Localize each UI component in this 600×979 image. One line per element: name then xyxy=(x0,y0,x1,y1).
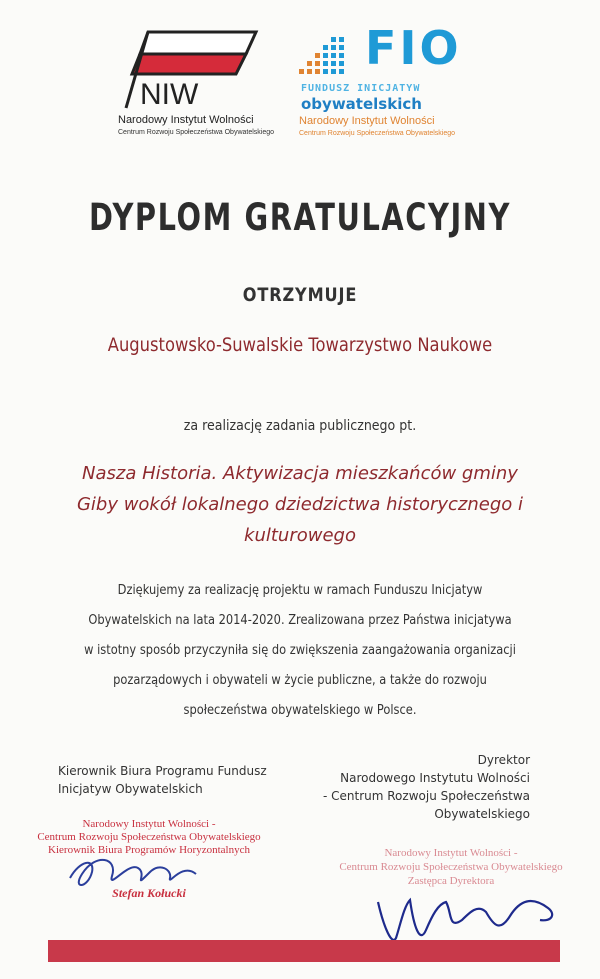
fio-org: Narodowy Instytut Wolności xyxy=(299,115,435,127)
thanks-line: Dziękujemy za realizację projektu w ramach Funduszu Inicjatyw xyxy=(117,583,483,598)
niw-mark: NIW xyxy=(140,78,199,111)
fio-line1: FUNDUSZ INICJATYW xyxy=(301,83,421,94)
fio-logo xyxy=(293,21,493,145)
bottom-accent-bar xyxy=(48,940,560,962)
task-title: Nasza Historia. Aktywizacja mieszkańców gminy Giby wokół lokalnego dziedzictwa historycznego i kulturowego xyxy=(76,463,524,546)
right-stamp: Narodowy Instytut Wolności - Centrum Rozwoju Społeczeństwa Obywatelskiego Zastępca Dyrektora xyxy=(310,846,592,960)
thanks-line: Obywatelskich na lata 2014-2020. Zrealizowana przez Państwa inicjatywa xyxy=(88,613,512,628)
diploma-title: DYPLOM GRATULACYJNY xyxy=(89,196,511,239)
niw-logo xyxy=(108,28,288,143)
receives-label: OTRZYMUJE xyxy=(242,284,358,306)
niw-name: Narodowy Instytut Wolności xyxy=(118,114,254,126)
fio-line2: obywatelskich xyxy=(301,95,422,113)
fio-mark: FIO xyxy=(365,21,462,75)
task-intro: za realizację zadania publicznego pt. xyxy=(183,418,417,434)
fio-subtitle: Centrum Rozwoju Społeczeństwa Obywatelskiego xyxy=(299,130,456,137)
left-stamp-name: Stefan Kołucki xyxy=(112,886,186,900)
niw-flag-icon xyxy=(118,28,268,112)
thanks-line: pozarządowych i obywateli w życie publiczne, a także do rozwoju xyxy=(113,673,487,688)
thanks-paragraph xyxy=(30,576,570,726)
niw-subtitle: Centrum Rozwoju Społeczeństwa Obywatelskiego xyxy=(118,129,275,136)
right-signatory-role: Dyrektor Narodowego Instytutu Wolności - Centrum Rozwoju Społeczeństwa Obywatelskiego xyxy=(323,753,530,821)
left-stamp: Narodowy Instytut Wolności - Centrum Rozwoju Społeczeństwa Obywatelskiego Kierownik Biura Programów Horyzontalnych Stefan Kołucki xyxy=(14,818,284,900)
thanks-line: społeczeństwa obywatelskiego w Polsce. xyxy=(183,703,417,718)
recipient-name: Augustowsko-Suwalskie Towarzystwo Naukowe xyxy=(107,334,493,356)
left-signatory-role: Kierownik Biura Programu Fundusz Inicjatyw Obywatelskich xyxy=(58,764,267,796)
fio-bars-icon xyxy=(297,33,361,77)
thanks-line: w istotny sposób przyczyniła się do zwiększenia zaangażowania organizacji xyxy=(84,643,516,658)
